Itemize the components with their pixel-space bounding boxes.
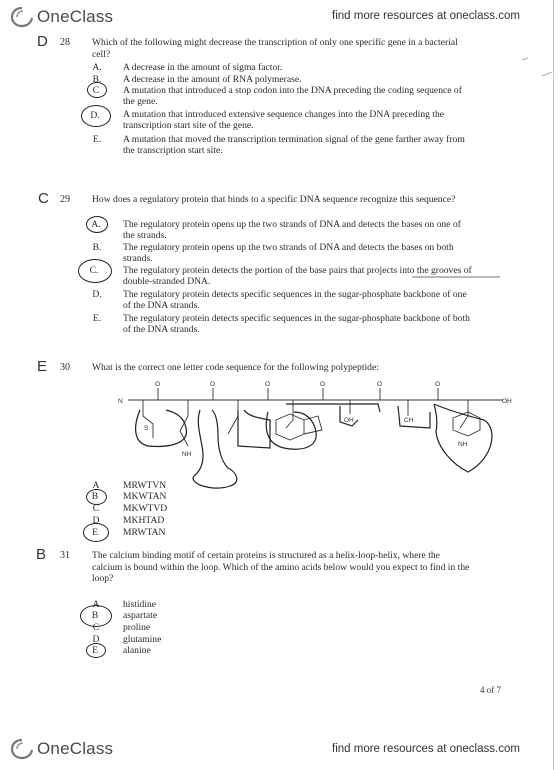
page-number: 4 of 7 <box>480 685 501 695</box>
option-line: of the DNA strands. <box>123 324 200 336</box>
option-text <box>123 599 156 610</box>
option-line: The regulatory protein opens up the two strands of DNA and detects the bases on one of <box>123 219 461 230</box>
atom-label: O <box>377 381 383 388</box>
question-number-30: 30 <box>60 362 70 373</box>
option-line: A mutation that moved the transcription termination signal of the gene farther away from <box>123 134 465 145</box>
option-line: MRWTVN <box>123 480 167 491</box>
question-number-31: 31 <box>60 550 70 561</box>
stem-line: How does a regulatory protein that binds to a specific DNA sequence recognize this sequence? <box>92 194 456 205</box>
option-text <box>123 503 167 514</box>
option-line: A decrease in the amount of sigma factor. <box>123 62 283 73</box>
stem-line: What is the correct one letter code sequence for the following polypeptide: <box>92 362 379 373</box>
option-line: alanine <box>123 645 151 656</box>
option-line: the gene. <box>123 96 158 108</box>
option-line: the transcription start site. <box>123 145 223 157</box>
oneclass-swoosh-icon <box>10 6 34 28</box>
question-number-28: 28 <box>60 37 70 48</box>
atom-label: N <box>118 398 123 405</box>
atom-label: OH <box>502 398 512 405</box>
atom-label: OH <box>344 417 354 424</box>
atom-label: CH <box>404 417 414 424</box>
oneclass-logo-bottom[interactable] <box>10 738 113 760</box>
handwritten-answer-q31: B <box>36 546 47 563</box>
question-stem-29 <box>92 194 512 206</box>
option-letter: D. <box>92 289 102 300</box>
option-line: the strands. <box>123 230 167 242</box>
option-letter: D. <box>90 110 100 121</box>
question-stem-30 <box>92 362 512 374</box>
option-letter: C <box>92 622 100 633</box>
atom-label: O <box>435 381 441 388</box>
option-text <box>123 610 157 621</box>
option-letter: A <box>92 599 100 610</box>
option-letter: C. <box>89 265 99 276</box>
option-text <box>123 527 165 538</box>
oneclass-swoosh-icon <box>10 738 34 760</box>
stray-pencil-marks <box>520 52 556 82</box>
option-letter: E <box>92 645 98 656</box>
option-line: proline <box>123 622 151 633</box>
option-text <box>123 634 161 645</box>
underline-pencil-mark <box>410 275 502 279</box>
option-letter: E. <box>92 134 102 145</box>
option-line: MRWTAN <box>123 527 166 538</box>
option-text <box>123 242 513 265</box>
oneclass-brand-name: OneClass <box>37 7 114 26</box>
option-letter: B <box>91 491 99 502</box>
find-resources-link-bottom[interactable]: find more resources at oneclass.com <box>332 743 520 755</box>
option-letter: A <box>92 480 100 491</box>
option-text <box>123 289 513 312</box>
option-letter: A. <box>91 219 101 230</box>
atom-label: O <box>155 381 161 388</box>
handwritten-answer-q30: E <box>37 358 48 375</box>
option-text <box>123 62 282 73</box>
handwritten-answer-q29: C <box>38 190 49 207</box>
stem-line: cell? <box>92 48 111 60</box>
option-text <box>123 109 503 132</box>
find-resources-link-top[interactable]: find more resources at oneclass.com <box>332 10 520 22</box>
option-text <box>123 313 513 336</box>
atom-label: NH <box>458 441 468 448</box>
stem-line: loop? <box>92 573 114 585</box>
option-letter: B. <box>92 74 102 85</box>
option-text <box>123 645 151 656</box>
option-line: MKWTAN <box>123 491 167 502</box>
option-text <box>123 491 166 502</box>
option-line: A mutation that introduced a stop codon into the DNA preceding the coding sequence of <box>123 85 462 96</box>
option-letter: B. <box>92 242 102 253</box>
option-line: The regulatory protein detects the portion of the base pairs that projects into the grooves of <box>123 265 472 276</box>
option-line: A mutation that introduced extensive sequence changes into the DNA preceding the <box>123 109 445 120</box>
question-number-29: 29 <box>60 194 70 205</box>
atom-label: O <box>210 381 216 388</box>
option-letter: A. <box>92 62 102 73</box>
atom-label: S <box>144 425 149 432</box>
option-line: double-stranded DNA. <box>123 276 211 288</box>
atom-label: O <box>320 381 326 388</box>
stem-line: Which of the following might decrease the transcription of only one specific gene in a bacterial <box>92 37 458 48</box>
option-line: transcription start site of the gene. <box>123 120 254 132</box>
option-letter: B <box>91 610 99 621</box>
option-letter: D <box>92 634 100 645</box>
option-letter: E <box>92 527 98 538</box>
option-line: MKHTAD <box>123 515 165 526</box>
option-line: histidine <box>123 599 157 610</box>
option-text <box>123 134 513 157</box>
option-text <box>123 74 302 85</box>
option-letter: D <box>92 515 100 526</box>
handwritten-answer-q28: D <box>37 33 48 50</box>
polypeptide-structure-diagram <box>118 376 518 496</box>
oneclass-brand-name: OneClass <box>37 739 114 758</box>
question-stem-31 <box>92 550 517 585</box>
oneclass-logo-top[interactable] <box>10 6 113 28</box>
option-line: A decrease in the amount of RNA polymerase. <box>123 74 302 85</box>
option-text <box>123 85 503 108</box>
option-line: The regulatory protein detects specific sequences in the sugar-phosphate backbone of one <box>123 289 467 300</box>
option-line: MKWTVD <box>123 503 168 514</box>
option-line: strands. <box>123 253 153 265</box>
atom-label: NH <box>182 451 192 458</box>
option-line: of the DNA strands. <box>123 300 200 312</box>
scan-edge-right <box>553 0 554 770</box>
option-letter: C <box>92 503 100 514</box>
stem-line: calcium is bound within the loop. Which of the amino acids below would you expect to find in the <box>92 561 470 573</box>
option-text <box>123 622 150 633</box>
option-line: The regulatory protein opens up the two strands of DNA and detects the bases on both <box>123 242 454 253</box>
option-text <box>123 219 513 242</box>
stem-line: The calcium binding motif of certain proteins is structured as a helix-loop-helix, where the <box>92 550 440 561</box>
option-text <box>123 515 164 526</box>
option-line: The regulatory protein detects specific sequences in the sugar-phosphate backbone of both <box>123 313 470 324</box>
question-stem-28 <box>92 37 512 60</box>
atom-label: O <box>265 381 271 388</box>
option-letter: C <box>92 85 100 96</box>
option-letter: E. <box>92 313 102 324</box>
option-line: aspartate <box>123 610 158 621</box>
option-text <box>123 480 166 491</box>
option-line: glutamine <box>123 634 162 645</box>
